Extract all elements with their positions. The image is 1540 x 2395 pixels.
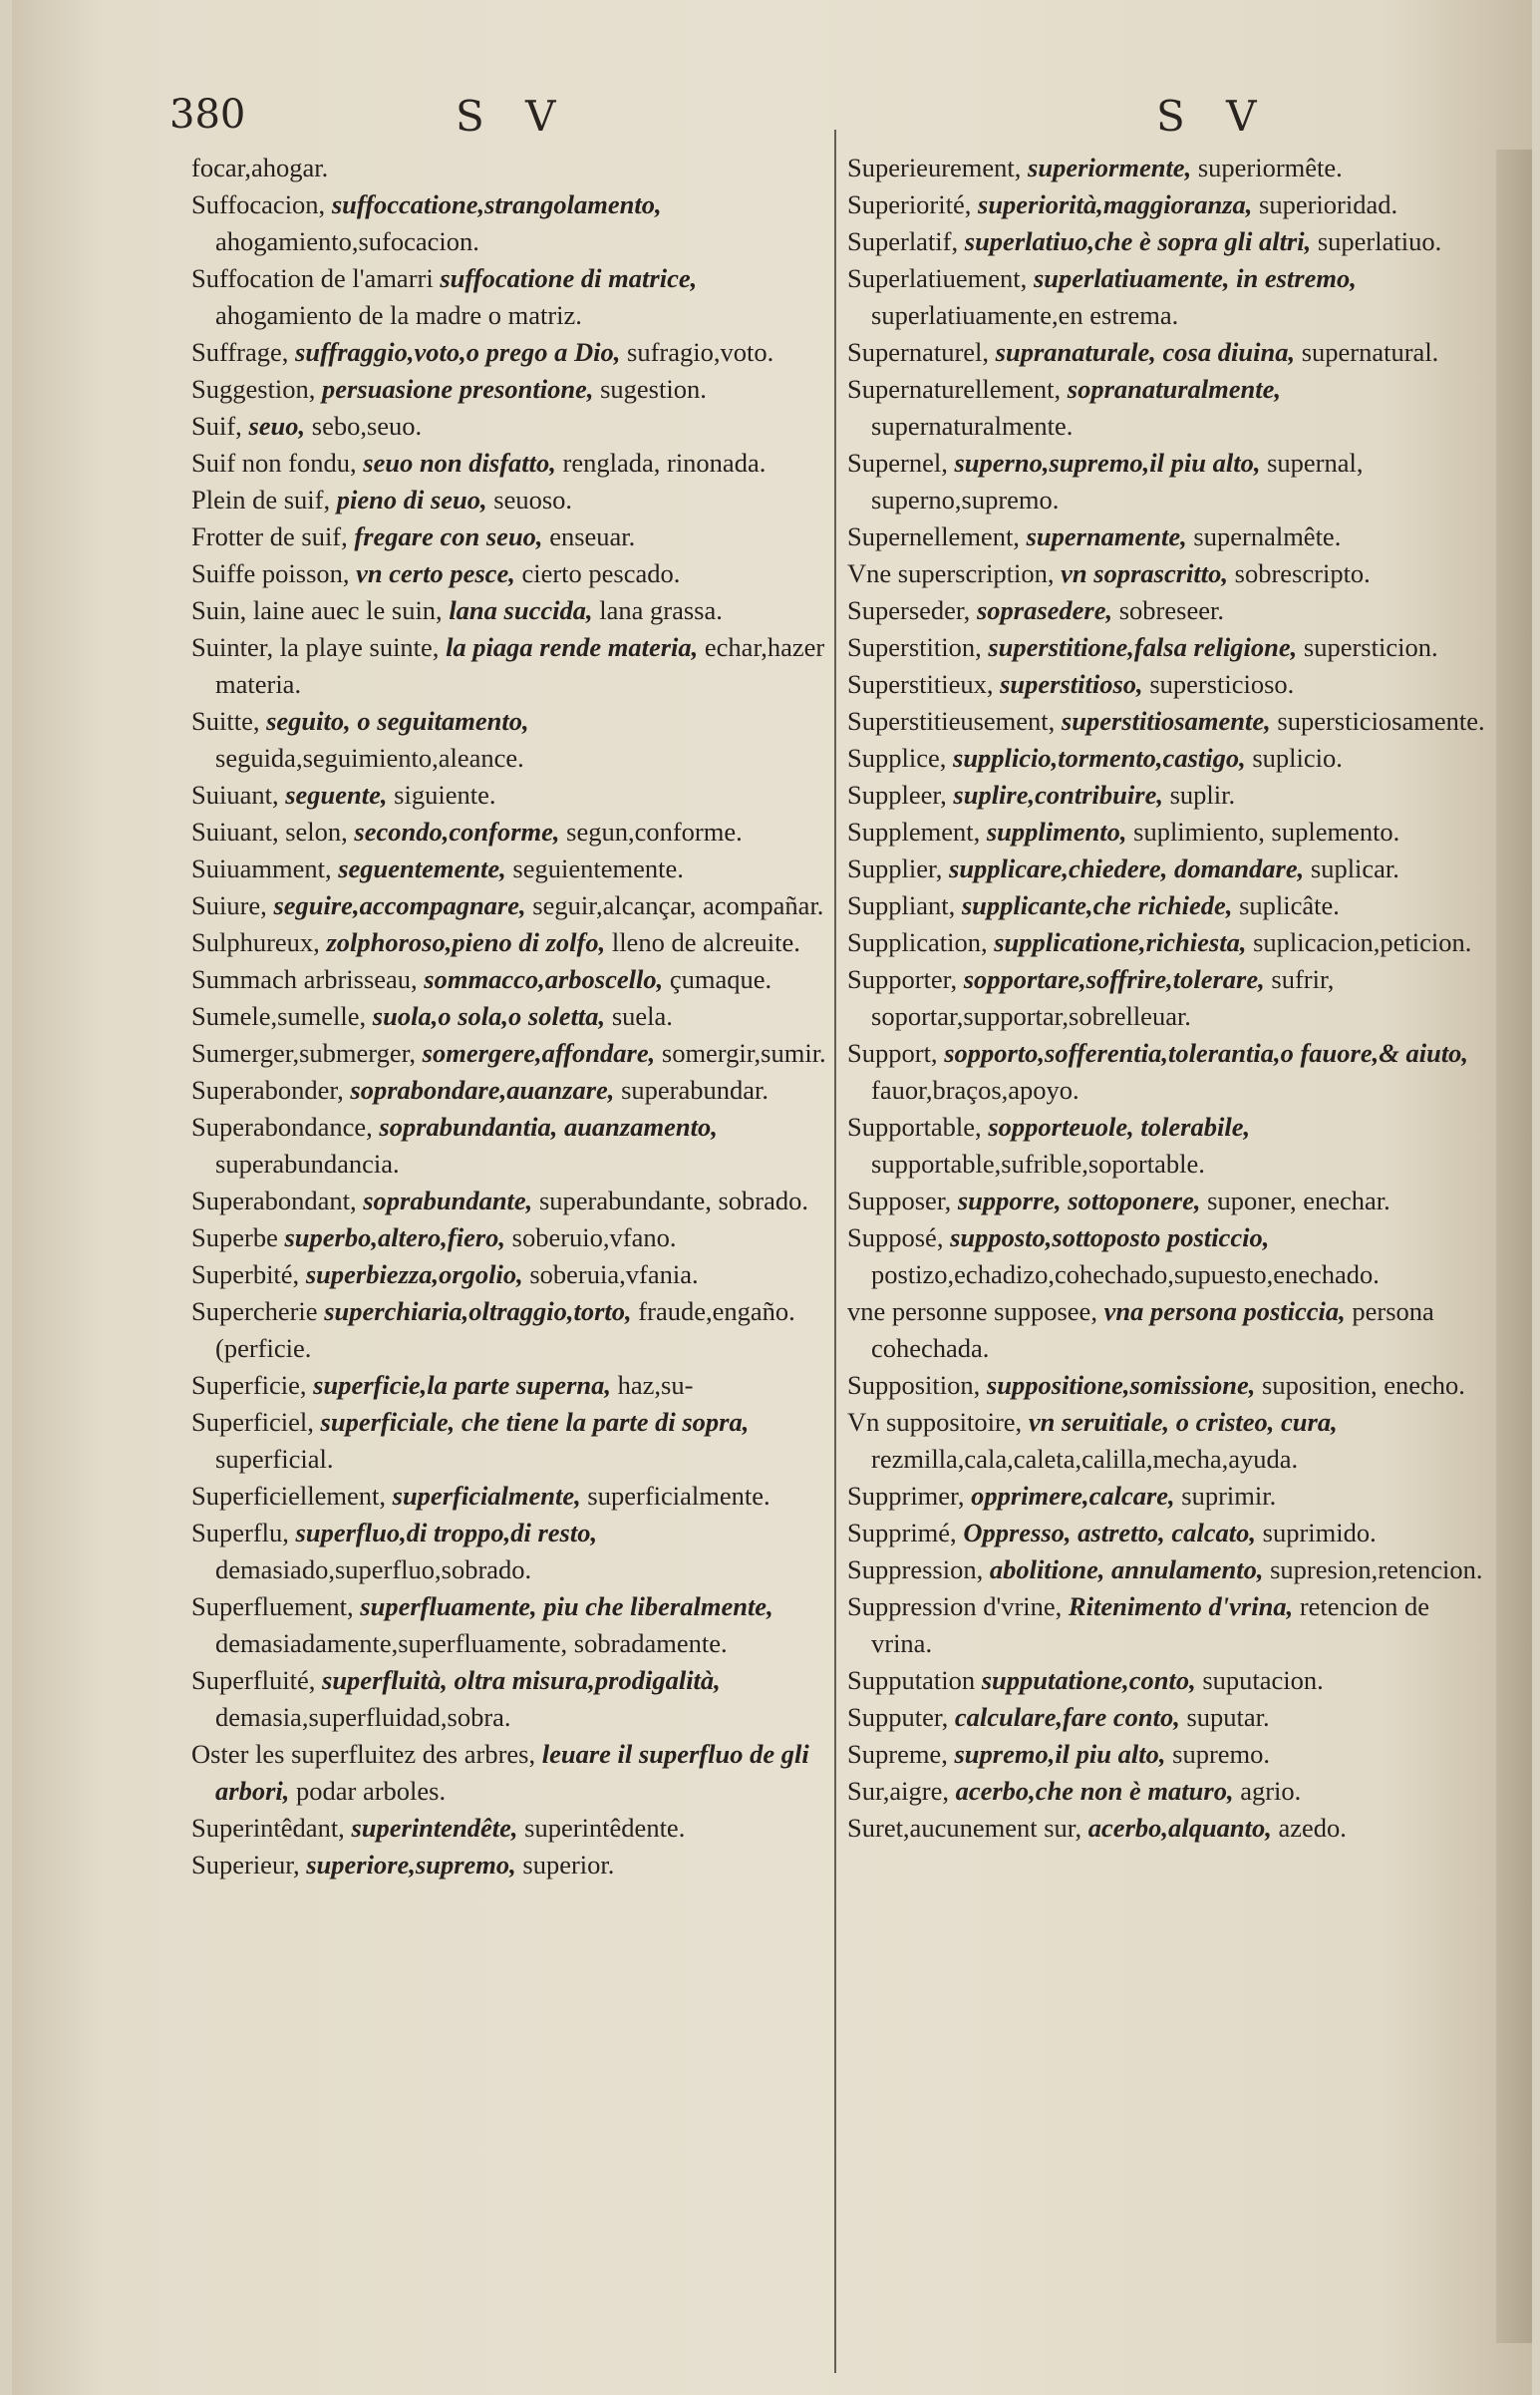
french-headword: focar,ahogar. [191,153,329,182]
dictionary-entry [847,1183,1485,1219]
spanish-gloss: seuoso. [493,485,573,514]
spanish-gloss: suprimir. [1181,1481,1277,1511]
dictionary-entry [847,1219,1485,1293]
dictionary-entry [847,924,1485,961]
spanish-gloss: postizo,echadizo,cohechado,supuesto,enechado. [871,1259,1380,1289]
spanish-gloss: renglada, rinonada. [562,448,767,478]
spanish-gloss: suplicâte. [1239,890,1340,920]
italian-gloss: sopportare,soffrire,tolerare, [963,964,1265,994]
spanish-gloss: suplicar. [1310,854,1399,883]
italian-gloss: soprasedere, [976,595,1113,625]
dictionary-entry [847,851,1485,887]
spanish-gloss: suplicio. [1252,743,1343,773]
french-headword: Superabondant, [191,1186,357,1215]
french-headword: Superlatiuement, [847,263,1028,293]
french-headword: Supprimer, [847,1481,965,1511]
italian-gloss: superlatiuamente, in estremo, [1033,263,1357,293]
italian-gloss: superstitione,falsa religione, [988,632,1298,662]
italian-gloss: superchiaria,oltraggio,torto, [324,1296,632,1326]
italian-gloss: somergere,affondare, [422,1038,656,1068]
french-headword: Supposer, [847,1186,952,1215]
french-headword: Suin, laine auec le suin, [191,595,443,625]
italian-gloss: supplicante,che richiede, [961,890,1233,920]
dictionary-entry [847,186,1485,223]
french-headword: Suret,aucunement sur, [847,1813,1082,1843]
dictionary-entry [847,629,1485,666]
dictionary-entry [191,777,829,814]
italian-gloss: sopporteuole, tolerabile, [988,1112,1251,1142]
french-headword: Superstitieux, [847,669,994,699]
dictionary-entry [191,1404,829,1478]
spanish-gloss: seguientemente. [512,854,684,883]
french-headword: Superiorité, [847,189,972,219]
italian-gloss: superfluo,di troppo,di resto, [295,1518,598,1547]
french-headword: Suffocation de l'amarri [191,263,434,293]
dictionary-entry [847,334,1485,371]
adjacent-page-edge [1496,150,1532,2343]
dictionary-entry [847,703,1485,740]
french-headword: Suiuant, [191,780,279,810]
italian-gloss: secondo,conforme, [354,817,560,847]
spanish-gloss: supernal, superno,supremo. [871,448,1364,514]
italian-gloss: superbo,altero,fiero, [284,1222,506,1252]
french-headword: Sumerger,submerger, [191,1038,417,1068]
french-headword: Suitte, [191,706,260,736]
dictionary-entry [191,961,829,998]
italian-gloss: calculare,fare conto, [954,1702,1180,1732]
dictionary-entry [847,1367,1485,1404]
dictionary-entry [847,1478,1485,1515]
spanish-gloss: lana grassa. [599,595,723,625]
italian-gloss: opprimere,calcare, [971,1481,1175,1511]
italian-gloss: vn seruitiale, o cristeo, cura, [1028,1407,1338,1437]
dictionary-entry [847,1699,1485,1736]
french-headword: Sumele,sumelle, [191,1001,367,1031]
spanish-gloss: supersticioso. [1149,669,1295,699]
french-headword: Sulphureux, [191,927,320,957]
italian-gloss: supernamente, [1026,521,1187,551]
dictionary-entry [191,924,829,961]
dictionary-entry [191,260,829,334]
dictionary-entry [191,1810,829,1847]
dictionary-entry [847,740,1485,777]
spanish-gloss: retencion de vrina. [871,1591,1430,1658]
italian-gloss: suffocatione di matrice, [440,263,698,293]
italian-gloss: superfluamente, piu che liberalmente, [360,1591,773,1621]
dictionary-entry [191,371,829,408]
french-headword: Suppression, [847,1554,984,1584]
italian-gloss: pieno di seuo, [336,485,487,514]
dictionary-entry [847,1515,1485,1551]
italian-gloss: acerbo,che non è maturo, [955,1776,1234,1806]
dictionary-entry [847,518,1485,555]
spanish-gloss: haz,su- [617,1370,694,1400]
french-headword: Supposé, [847,1222,944,1252]
dictionary-entry [191,445,829,482]
spanish-gloss: segun,conforme. [566,817,743,847]
spanish-gloss: rezmilla,cala,caleta,calilla,mecha,ayuda. [871,1444,1299,1474]
french-headword: Supplement, [847,817,981,847]
spanish-gloss: supresion,retencion. [1270,1554,1483,1584]
french-headword: Supplication, [847,927,988,957]
dictionary-entry [847,887,1485,924]
french-headword: Superbe [191,1222,278,1252]
italian-gloss: superficialmente, [392,1481,581,1511]
french-headword: Suinter, la playe suinte, [191,632,440,662]
italian-gloss: superstitiosamente, [1061,706,1271,736]
italian-gloss: abolitione, annulamento, [989,1554,1264,1584]
spanish-gloss: superficial. [215,1444,334,1474]
right-running-title: S V [1156,92,1271,141]
dictionary-entry [191,1035,829,1072]
french-headword: Supprimé, [847,1518,957,1547]
spanish-gloss: superioridad. [1259,189,1398,219]
dictionary-entry [847,1588,1485,1662]
dictionary-entry [191,518,829,555]
spanish-gloss: soberuio,vfano. [511,1222,677,1252]
french-headword: Supportable, [847,1112,982,1142]
french-headword: Supputer, [847,1702,949,1732]
french-headword: Superabonder, [191,1075,344,1105]
french-headword: vne personne supposee, [847,1296,1097,1326]
french-headword: Supernaturel, [847,337,990,367]
french-headword: Superieur, [191,1850,300,1880]
spanish-gloss: echar,hazer materia. [215,632,825,699]
french-headword: Superabondance, [191,1112,373,1142]
dictionary-entry [847,260,1485,334]
dictionary-entry [191,186,829,260]
dictionary-entry [191,1478,829,1515]
dictionary-entry [847,961,1485,1035]
dictionary-entry [847,777,1485,814]
dictionary-entry [191,998,829,1035]
italian-gloss: superintendête, [351,1813,518,1843]
spanish-gloss: suplicacion,peticion. [1253,927,1472,957]
spanish-gloss: podar arboles. [296,1776,447,1806]
spanish-gloss: persona cohechada. [871,1296,1434,1363]
dictionary-entry [191,555,829,592]
dictionary-entry [191,150,829,186]
french-headword: Superficie, [191,1370,307,1400]
spanish-gloss: superlatiuamente,en estrema. [871,300,1179,330]
dictionary-entry [847,371,1485,445]
spanish-gloss: superficialmente. [587,1481,770,1511]
book-page [12,0,1532,2395]
french-headword: Suif non fondu, [191,448,357,478]
spanish-gloss: suponer, enechar. [1207,1186,1390,1215]
spanish-gloss: supersticiosamente. [1277,706,1485,736]
italian-gloss: superfluità, oltra misura,prodigalità, [322,1665,721,1695]
dictionary-entry [191,1219,829,1256]
italian-gloss: suffraggio,voto,o prego a Dio, [295,337,621,367]
spanish-gloss: seguida,seguimiento,aleance. [215,743,524,773]
italian-gloss: seguire,accompagnare, [273,890,526,920]
french-headword: Suffrage, [191,337,289,367]
dictionary-entry [191,334,829,371]
italian-gloss: Oppresso, astretto, calcato, [963,1518,1256,1547]
italian-gloss: supremo,il piu alto, [954,1739,1166,1769]
italian-gloss: vn soprascritto, [1061,558,1229,588]
italian-gloss: soprabundantia, auanzamento, [379,1112,718,1142]
italian-gloss: superiormente, [1028,153,1192,182]
spanish-gloss: superlatiuo. [1317,226,1442,256]
dictionary-entry [847,592,1485,629]
french-headword: Superbité, [191,1259,300,1289]
dictionary-entry [847,1736,1485,1773]
french-headword: Superintêdant, [191,1813,345,1843]
french-headword: Supplier, [847,854,943,883]
french-headword: Supreme, [847,1739,948,1769]
italian-gloss: supranaturale, cosa diuina, [995,337,1296,367]
right-column [847,150,1485,2373]
dictionary-entry [191,851,829,887]
spanish-gloss: somergir,sumir. [661,1038,826,1068]
french-headword: Supernaturellement, [847,374,1062,404]
french-headword: Supputation [847,1665,976,1695]
dictionary-entry [191,703,829,777]
french-headword: Sur,aigre, [847,1776,949,1806]
spanish-gloss: sugestion. [600,374,707,404]
italian-gloss: seuo, [248,411,306,441]
dictionary-entry [191,1367,829,1404]
dictionary-entry [847,445,1485,518]
french-headword: Supposition, [847,1370,981,1400]
french-headword: Superstitieusement, [847,706,1056,736]
french-headword: Suppliant, [847,890,956,920]
french-headword: Supernel, [847,448,948,478]
italian-gloss: supputatione,conto, [981,1665,1196,1695]
dictionary-entry [191,887,829,924]
spanish-gloss: sufragio,voto. [627,337,774,367]
spanish-gloss: ahogamiento de la madre o matriz. [215,300,582,330]
french-headword: Suiuamment, [191,854,332,883]
italian-gloss: supplicare,chiedere, domandare, [949,854,1305,883]
italian-gloss: superlatiuo,che è sopra gli altri, [964,226,1312,256]
french-headword: Vne superscription, [847,558,1055,588]
french-headword: Superfluité, [191,1665,316,1695]
italian-gloss: seguito, o seguitamento, [266,706,529,736]
french-headword: Oster les superfluitez des arbres, [191,1739,536,1769]
italian-gloss: zolphoroso,pieno di zolfo, [326,927,606,957]
spanish-gloss: sobrescripto. [1234,558,1371,588]
dictionary-entry [847,1035,1485,1109]
french-headword: Frotter de suif, [191,521,348,551]
spanish-gloss: suputar. [1186,1702,1270,1732]
page-number: 380 [169,92,246,138]
column-divider [834,130,836,2373]
italian-gloss: sopranaturalmente, [1067,374,1282,404]
french-headword: Suiffe poisson, [191,558,350,588]
spanish-gloss: suela. [611,1001,673,1031]
italian-gloss: superbiezza,orgolio, [305,1259,523,1289]
french-headword: Superstition, [847,632,982,662]
french-headword: Superlatif, [847,226,959,256]
italian-gloss: superficie,la parte superna, [313,1370,612,1400]
spanish-gloss: sebo,seuo. [311,411,423,441]
french-headword: Superflu, [191,1518,289,1547]
dictionary-entry [191,408,829,445]
spanish-gloss: suplimiento, suplemento. [1133,817,1400,847]
dictionary-entry [191,1183,829,1219]
italian-gloss: acerbo,alquanto, [1087,1813,1272,1843]
dictionary-entry [191,592,829,629]
italian-gloss: seguente, [285,780,388,810]
dictionary-entry [847,1662,1485,1699]
spanish-gloss: superintêdente. [524,1813,686,1843]
french-headword: Superseder, [847,595,971,625]
french-headword: Support, [847,1038,938,1068]
spanish-gloss: supernaturalmente. [871,411,1074,441]
italian-gloss: leuare il superfluo de gli arbori, [215,1739,809,1806]
italian-gloss: superiore,supremo, [306,1850,516,1880]
left-column [191,150,829,2373]
dictionary-entry [191,1736,829,1810]
spanish-gloss: lleno de alcreuite. [611,927,800,957]
italian-gloss: vn certo pesce, [356,558,515,588]
dictionary-entry [847,223,1485,260]
italian-gloss: sopporto,sofferentia,tolerantia,o fauore,& aiuto, [944,1038,1469,1068]
spanish-gloss: sufrir, soportar,supportar,sobrelleuar. [871,964,1335,1031]
dictionary-entry [847,1293,1485,1367]
spanish-gloss: supremo. [1172,1739,1271,1769]
spanish-gloss: sobreseer. [1118,595,1224,625]
italian-gloss: persuasione presontione, [322,374,594,404]
dictionary-entry [191,1256,829,1293]
dictionary-entry [191,1293,829,1367]
spanish-gloss: fraude,engaño. (perficie. [215,1296,795,1363]
dictionary-entry [191,629,829,703]
spanish-gloss: fauor,braços,apoyo. [871,1075,1079,1105]
french-headword: Supercherie [191,1296,318,1326]
italian-gloss: supplicatione,richiesta, [994,927,1247,957]
french-headword: Summach arbrisseau, [191,964,418,994]
spanish-gloss: agrio. [1240,1776,1302,1806]
french-headword: Superficiellement, [191,1481,386,1511]
spanish-gloss: çumaque. [669,964,772,994]
spanish-gloss: suplir. [1169,780,1236,810]
italian-gloss: superno,supremo,il piu alto, [954,448,1261,478]
dictionary-entry [847,1109,1485,1183]
italian-gloss: suffoccatione,strangolamento, [331,189,662,219]
italian-gloss: superiorità,maggioranza, [978,189,1253,219]
french-headword: Superficiel, [191,1407,314,1437]
italian-gloss: superficiale, che tiene la parte di sopra, [320,1407,750,1437]
spanish-gloss: supersticion. [1303,632,1438,662]
spanish-gloss: supportable,sufrible,soportable. [871,1149,1205,1179]
dictionary-entry [847,1551,1485,1588]
french-headword: Suif, [191,411,242,441]
italian-gloss: suplire,contribuire, [953,780,1163,810]
spanish-gloss: suputacion. [1202,1665,1324,1695]
spanish-gloss: supernatural. [1301,337,1439,367]
dictionary-entry [191,814,829,851]
spanish-gloss: soberuia,vfania. [529,1259,699,1289]
dictionary-entry [191,1109,829,1183]
italian-gloss: seuo non disfatto, [363,448,556,478]
page-header [12,92,1532,152]
italian-gloss: superstitioso, [1000,669,1143,699]
spanish-gloss: siguiente. [394,780,496,810]
italian-gloss: vna persona posticcia, [1103,1296,1346,1326]
dictionary-entry [847,1810,1485,1847]
italian-gloss: fregare con seuo, [354,521,543,551]
italian-gloss: sommacco,arboscello, [424,964,664,994]
italian-gloss: lana succida, [449,595,593,625]
french-headword: Suppression d'vrine, [847,1591,1063,1621]
french-headword: Suggestion, [191,374,316,404]
italian-gloss: la piaga rende materia, [446,632,699,662]
dictionary-entry [847,1404,1485,1478]
italian-gloss: suppositione,somissione, [986,1370,1256,1400]
spanish-gloss: superiormête. [1197,153,1343,182]
italian-gloss: supplicio,tormento,castigo, [953,743,1246,773]
spanish-gloss: demasia,superfluidad,sobra. [215,1702,511,1732]
dictionary-entry [847,814,1485,851]
spanish-gloss: enseuar. [549,521,636,551]
dictionary-entry [847,150,1485,186]
left-running-title: S V [456,92,570,141]
spanish-gloss: superabundar. [621,1075,769,1105]
spanish-gloss: demasiado,superfluo,sobrado. [215,1554,532,1584]
dictionary-entry [847,1773,1485,1810]
italian-gloss: Ritenimento d'vrina, [1068,1591,1294,1621]
italian-gloss: soprabondare,auanzare, [350,1075,615,1105]
dictionary-entry [847,555,1485,592]
dictionary-entry [191,1072,829,1109]
italian-gloss: supporre, sottoponere, [957,1186,1201,1215]
spanish-gloss: demasiadamente,superfluamente, sobradamente. [215,1628,728,1658]
french-headword: Superieurement, [847,153,1022,182]
french-headword: Superfluement, [191,1591,354,1621]
spanish-gloss: superabundancia. [215,1149,400,1179]
dictionary-entry [191,1662,829,1736]
french-headword: Suffocacion, [191,189,326,219]
spanish-gloss: suposition, enecho. [1262,1370,1465,1400]
spanish-gloss: superabundante, sobrado. [538,1186,809,1215]
french-headword: Vn suppositoire, [847,1407,1023,1437]
french-headword: Supporter, [847,964,958,994]
spanish-gloss: superior. [522,1850,615,1880]
french-headword: Suiuant, selon, [191,817,348,847]
spanish-gloss: seguir,alcançar, acompañar. [532,890,824,920]
dictionary-entry [191,1847,829,1883]
italian-gloss: seguentemente, [338,854,506,883]
spanish-gloss: supernalmête. [1193,521,1342,551]
italian-gloss: supposto,sottoposto posticcio, [950,1222,1270,1252]
italian-gloss: soprabundante, [363,1186,533,1215]
french-headword: Plein de suif, [191,485,331,514]
dictionary-entry [191,1588,829,1662]
french-headword: Suppleer, [847,780,947,810]
spanish-gloss: cierto pescado. [521,558,681,588]
italian-gloss: supplimento, [986,817,1127,847]
spanish-gloss: azedo. [1278,1813,1347,1843]
dictionary-entry [847,666,1485,703]
dictionary-entry [191,482,829,518]
french-headword: Supernellement, [847,521,1020,551]
french-headword: Suiure, [191,890,267,920]
spanish-gloss: ahogamiento,sufocacion. [215,226,479,256]
spanish-gloss: suprimido. [1262,1518,1377,1547]
french-headword: Supplice, [847,743,947,773]
italian-gloss: suola,o sola,o soletta, [372,1001,606,1031]
dictionary-entry [191,1515,829,1588]
